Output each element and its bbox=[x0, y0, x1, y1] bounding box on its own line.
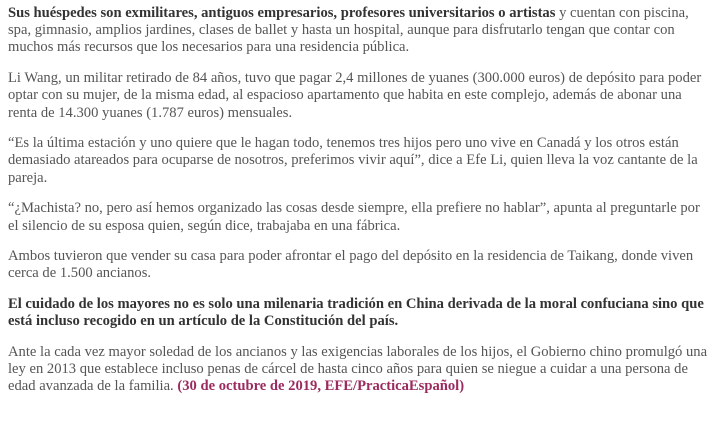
article-body bbox=[8, 5, 708, 409]
law-text: Ante la cada vez mayor soledad de los ancianos y las exigencias laborales de los hijos, el Gobierno chino promulgó una ley en 2013 que establece incluso penas de cárcel de hasta cinco años para quien se niegue a cuidar a una persona de edad avanzada de la familia. bbox=[8, 344, 708, 395]
paragraph-confucian-bold bbox=[8, 296, 708, 330]
paragraph-quote-machista: “¿Machista? no, pero así hemos organizado las cosas desde siempre, ella prefiere no hablar”, apunta al preguntarle por el silencio de su esposa quien, según dice, trabajaba en una fábrica. bbox=[8, 200, 700, 234]
intro-text: y cuentan con piscina, spa, gimnasio, amplios jardines, clases de ballet y hasta un hospital, aunque para disfrutarlo tengan que contar con muchos más recursos que los necesarios para una residencia pública. bbox=[8, 5, 689, 56]
paragraph-intro bbox=[8, 5, 708, 57]
paragraph-law-2013 bbox=[8, 344, 708, 396]
paragraph-taikang: Ambos tuvieron que vender su casa para poder afrontar el pago del depósito en la residencia de Taikang, donde viven cerca de 1.500 ancianos. bbox=[8, 248, 694, 282]
source-credit: (30 de octubre de 2019, EFE/PracticaEspañol) bbox=[177, 378, 465, 395]
confucian-bold-text: El cuidado de los mayores no es solo una milenaria tradición en China derivada de la moral confuciana sino que está incluso recogido en un artículo de la Constitución del país. bbox=[8, 296, 704, 330]
paragraph-li-wang: Li Wang, un militar retirado de 84 años, tuvo que pagar 2,4 millones de yuanes (300.000 euros) de depósito para poder optar con su mujer, de la misma edad, al espacioso apartamento que habita en este complejo, además de abonar una renta de 14.300 yuanes (1.787 euros) mensuales. bbox=[8, 70, 702, 121]
paragraph-quote-last-station: “Es la última estación y uno quiere que le hagan todo, tenemos tres hijos pero uno vive en Canadá y los otros están demasiado atareados para ocuparse de nosotros, preferimos vivir aquí”, dice a Efe Li, quien lleva la voz cantante de la pareja. bbox=[8, 135, 698, 186]
intro-bold-text: Sus huéspedes son exmilitares, antiguos empresarios, profesores universitarios o artistas bbox=[8, 5, 556, 21]
